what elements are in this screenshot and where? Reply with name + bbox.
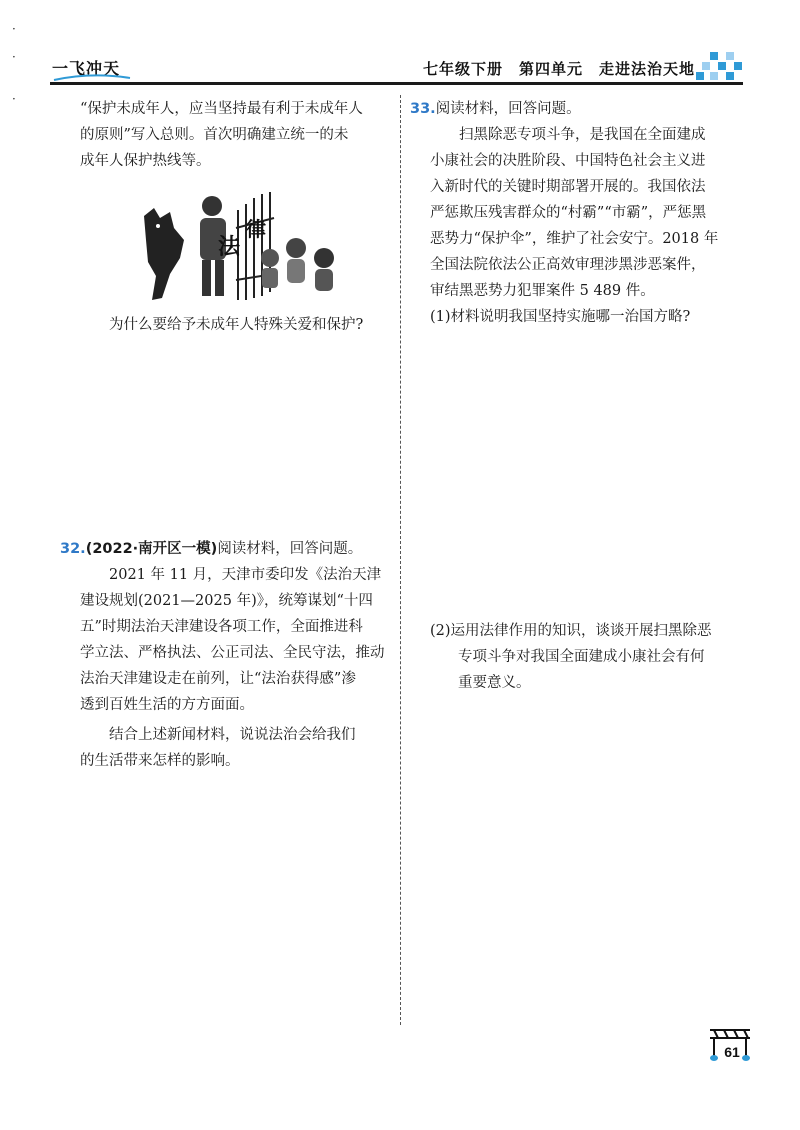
checker-pattern-icon — [696, 52, 742, 82]
q33-prompt: 阅读材料，回答问题。 — [435, 101, 581, 117]
image-label-lv: 律 — [246, 217, 266, 241]
q33-sub2-line: 重要意义。 — [458, 675, 531, 691]
brand-swoosh-icon — [52, 74, 132, 82]
q33-material-line: 小康社会的决胜阶段、中国特色社会主义进 — [430, 153, 706, 169]
q32-source: (2022·南开区一模) — [85, 541, 218, 557]
q33-material-line: 全国法院依法公正高效审理涉黑涉恶案件， — [430, 257, 706, 273]
q33-sub2-line: (2)运用法律作用的知识，谈谈开展扫黑除恶 — [430, 623, 712, 639]
q33-sub2-line: 专项斗争对我国全面建成小康社会有何 — [458, 649, 705, 665]
q32-block — [60, 536, 392, 774]
q32-header — [60, 536, 392, 562]
image-label-fa: 法 — [218, 235, 241, 260]
q33-material-line: 严惩欺压残害群众的“村霸”“市霸”，严惩黑 — [430, 205, 707, 221]
q33-material-line: 扫黑除恶专项斗争，是我国在全面建成 — [459, 127, 706, 143]
q32-material-line: 五”时期法治天津建设各项工作，全面推进科 — [80, 619, 363, 635]
q32-material-line: 法治天津建设走在前列，让“法治获得感”渗 — [80, 671, 356, 687]
q33-material-line: 恶势力“保护伞”，维护了社会安宁。2018 年 — [430, 231, 719, 247]
q32-prompt: 阅读材料，回答问题。 — [217, 541, 363, 557]
q32-material-line: 学立法、严格执法、公正司法、全民守法，推动 — [80, 645, 385, 661]
page-header — [0, 0, 800, 95]
q32-material-line: 2021 年 11 月，天津市委印发《法治天津 — [109, 567, 382, 583]
q31-block — [80, 312, 398, 338]
margin-dots: · · · — [12, 22, 16, 106]
left-intro — [80, 96, 390, 174]
header-rule — [50, 82, 743, 85]
q31-question: 为什么要给予未成年人特殊关爱和保护? — [109, 317, 364, 333]
q32-material-line: 透到百姓生活的方方面面。 — [80, 697, 254, 713]
intro-line: “保护未成年人，应当坚持最有利于未成年人 — [80, 101, 363, 117]
q33-material — [410, 122, 750, 304]
q32-number: 32. — [60, 541, 86, 557]
law-protection-cartoon-image — [140, 188, 340, 306]
q32-question-line: 结合上述新闻材料，说说法治会给我们 — [109, 727, 356, 743]
q33-material-line: 入新时代的关键时期部署开展的。我国依法 — [430, 179, 706, 195]
page-number: 61 — [724, 1044, 740, 1060]
intro-line: 的原则”写入总则。首次明确建立统一的未 — [80, 127, 349, 143]
q33-sub1: (1)材料说明我国坚持实施哪一治国方略? — [430, 309, 691, 325]
header-title: 七年级下册 第四单元 走进法治天地 — [422, 60, 695, 78]
q32-material-line: 建设规划(2021—2025 年)》，统筹谋划“十四 — [80, 593, 373, 609]
brand-logo-text: 一飞冲天 — [52, 59, 121, 78]
q33-number: 33. — [410, 101, 436, 117]
q33-header — [410, 96, 750, 122]
q32-material — [60, 562, 392, 774]
column-divider — [400, 95, 401, 1025]
q32-question-line: 的生活带来怎样的影响。 — [80, 753, 240, 769]
q33-sub2-block — [430, 618, 750, 696]
intro-line: 成年人保护热线等。 — [80, 153, 211, 169]
q33-material-line: 审结黑恶势力犯罪案件 5 489 件。 — [430, 283, 655, 299]
q33-block — [410, 96, 750, 330]
